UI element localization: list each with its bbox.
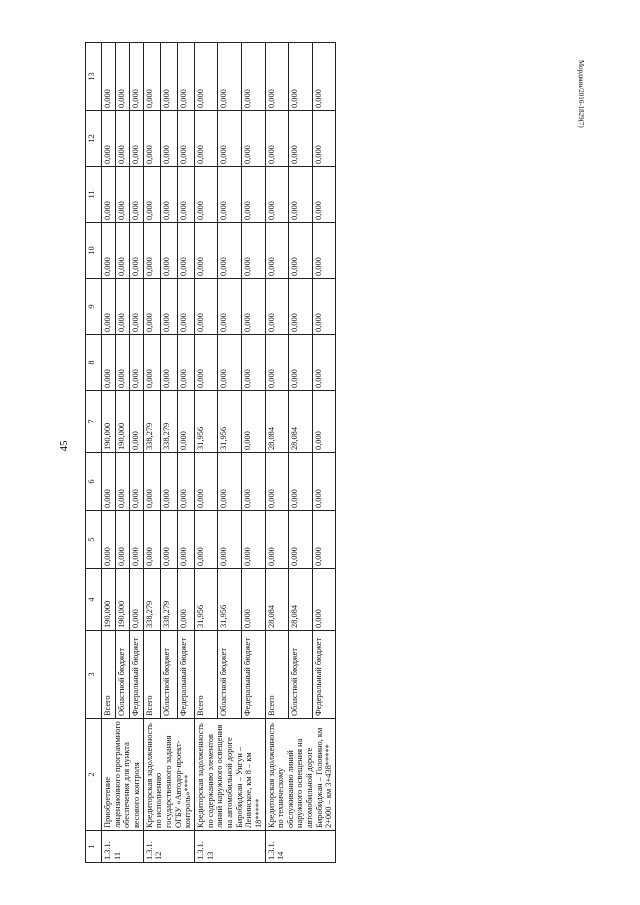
value-cell: 0,000	[115, 223, 129, 279]
value-cell: 0,000	[194, 279, 218, 335]
value-cell: 0,000	[265, 223, 289, 279]
column-header: 13	[86, 43, 102, 111]
value-cell: 0,000	[289, 223, 313, 279]
value-cell: 0,000	[312, 511, 336, 569]
value-cell: 0,000	[115, 43, 129, 111]
value-cell: 0,000	[241, 335, 265, 391]
row-id: 1.3.1. 12	[143, 831, 194, 863]
funding-source: Всего	[102, 631, 116, 719]
value-cell: 0,000	[312, 111, 336, 167]
value-cell: 0,000	[102, 279, 116, 335]
value-cell: 0,000	[265, 43, 289, 111]
value-cell: 0,000	[265, 511, 289, 569]
table-row	[194, 43, 218, 863]
column-header: 9	[86, 279, 102, 335]
value-cell: 0,000	[241, 279, 265, 335]
value-cell: 0,000	[289, 335, 313, 391]
value-cell: 0,000	[177, 223, 194, 279]
value-cell: 0,000	[289, 43, 313, 111]
value-cell: 190,000	[115, 391, 129, 453]
value-cell: 0,000	[218, 43, 242, 111]
value-cell: 0,000	[177, 453, 194, 511]
value-cell: 0,000	[312, 167, 336, 223]
value-cell: 0,000	[265, 279, 289, 335]
funding-source: Федеральный бюджет	[312, 631, 336, 719]
column-header: 7	[86, 391, 102, 453]
table-row	[143, 43, 160, 863]
value-cell: 0,000	[143, 223, 160, 279]
value-cell: 0,000	[218, 167, 242, 223]
value-cell: 0,000	[177, 335, 194, 391]
value-cell: 190,000	[102, 569, 116, 631]
page-number: 45	[58, 440, 70, 452]
column-header: 5	[86, 511, 102, 569]
value-cell: 0,000	[218, 335, 242, 391]
row-id: 1.3.1. 13	[194, 831, 265, 863]
value-cell: 31,956	[194, 569, 218, 631]
value-cell: 28,084	[265, 391, 289, 453]
value-cell: 190,000	[115, 569, 129, 631]
value-cell: 0,000	[143, 335, 160, 391]
footer-code: Мордвин/2016-1829(7)	[577, 60, 585, 128]
value-cell: 0,000	[102, 111, 116, 167]
table-body	[102, 43, 336, 863]
column-header: 8	[86, 335, 102, 391]
value-cell: 0,000	[129, 511, 143, 569]
value-cell: 0,000	[289, 279, 313, 335]
value-cell: 0,000	[289, 511, 313, 569]
row-name: Кредиторская задолженность по техническому обслуживанию линий наружного освещения на автомобильной дороге Биробиджан – Головино, км 2+000 – км 3+438*****	[265, 719, 336, 831]
value-cell: 0,000	[241, 391, 265, 453]
funding-source: Федеральный бюджет	[177, 631, 194, 719]
value-cell: 0,000	[160, 43, 177, 111]
value-cell: 0,000	[177, 511, 194, 569]
value-cell: 0,000	[129, 453, 143, 511]
value-cell: 0,000	[143, 279, 160, 335]
value-cell: 0,000	[241, 43, 265, 111]
funding-source: Всего	[143, 631, 160, 719]
value-cell: 31,956	[218, 569, 242, 631]
value-cell: 0,000	[102, 223, 116, 279]
column-header: 1	[86, 831, 102, 863]
value-cell: 0,000	[312, 279, 336, 335]
value-cell: 0,000	[115, 111, 129, 167]
column-header: 10	[86, 223, 102, 279]
value-cell: 28,084	[289, 569, 313, 631]
column-header: 3	[86, 631, 102, 719]
value-cell: 0,000	[102, 43, 116, 111]
value-cell: 0,000	[312, 335, 336, 391]
funding-source: Федеральный бюджет	[129, 631, 143, 719]
value-cell: 338,279	[143, 569, 160, 631]
value-cell: 0,000	[160, 335, 177, 391]
value-cell: 0,000	[115, 167, 129, 223]
row-id: 1.3.1. 14	[265, 831, 336, 863]
funding-source: Всего	[265, 631, 289, 719]
column-header: 12	[86, 111, 102, 167]
value-cell: 0,000	[218, 511, 242, 569]
value-cell: 0,000	[312, 453, 336, 511]
value-cell: 0,000	[177, 279, 194, 335]
value-cell: 0,000	[102, 511, 116, 569]
value-cell: 0,000	[194, 453, 218, 511]
value-cell: 0,000	[177, 43, 194, 111]
value-cell: 0,000	[218, 111, 242, 167]
funding-source: Областной бюджет	[218, 631, 242, 719]
value-cell: 0,000	[289, 167, 313, 223]
value-cell: 0,000	[160, 511, 177, 569]
value-cell: 0,000	[160, 167, 177, 223]
rotated-table-container	[85, 43, 605, 863]
value-cell: 0,000	[129, 223, 143, 279]
value-cell: 0,000	[115, 335, 129, 391]
value-cell: 0,000	[194, 511, 218, 569]
value-cell: 0,000	[312, 223, 336, 279]
value-cell: 0,000	[194, 111, 218, 167]
value-cell: 0,000	[265, 167, 289, 223]
value-cell: 338,279	[143, 391, 160, 453]
value-cell: 0,000	[177, 111, 194, 167]
row-name: Кредиторская задолженность по исполнению государственного задания ОГБУ «Автодор-проект-контроль»****	[143, 719, 194, 831]
value-cell: 0,000	[177, 391, 194, 453]
value-cell: 0,000	[143, 511, 160, 569]
value-cell: 0,000	[265, 453, 289, 511]
value-cell: 0,000	[241, 569, 265, 631]
value-cell: 0,000	[129, 391, 143, 453]
column-header: 6	[86, 453, 102, 511]
value-cell: 0,000	[194, 223, 218, 279]
value-cell: 0,000	[312, 391, 336, 453]
funding-source: Всего	[194, 631, 218, 719]
value-cell: 0,000	[115, 453, 129, 511]
value-cell: 0,000	[102, 167, 116, 223]
value-cell: 0,000	[129, 43, 143, 111]
value-cell: 28,084	[289, 391, 313, 453]
value-cell: 0,000	[289, 111, 313, 167]
row-id: 1.3.1. 11	[102, 831, 144, 863]
value-cell: 0,000	[129, 279, 143, 335]
value-cell: 0,000	[129, 335, 143, 391]
value-cell: 0,000	[115, 511, 129, 569]
funding-source: Областной бюджет	[160, 631, 177, 719]
value-cell: 0,000	[143, 111, 160, 167]
value-cell: 0,000	[265, 111, 289, 167]
value-cell: 0,000	[102, 335, 116, 391]
value-cell: 0,000	[241, 223, 265, 279]
value-cell: 338,279	[160, 569, 177, 631]
value-cell: 0,000	[102, 453, 116, 511]
table-row	[265, 43, 289, 863]
funding-source: Федеральный бюджет	[241, 631, 265, 719]
value-cell: 0,000	[218, 279, 242, 335]
value-cell: 0,000	[177, 569, 194, 631]
value-cell: 31,956	[218, 391, 242, 453]
value-cell: 0,000	[129, 167, 143, 223]
table-row	[102, 43, 116, 863]
value-cell: 0,000	[241, 111, 265, 167]
value-cell: 0,000	[115, 279, 129, 335]
value-cell: 190,000	[102, 391, 116, 453]
column-header: 2	[86, 719, 102, 831]
value-cell: 0,000	[194, 335, 218, 391]
value-cell: 0,000	[194, 167, 218, 223]
row-name: Приобретение лицензионного программного обеспечения для пункта весового контроля	[102, 719, 144, 831]
budget-table	[85, 42, 336, 863]
column-header: 4	[86, 569, 102, 631]
value-cell: 338,279	[160, 391, 177, 453]
value-cell: 0,000	[160, 453, 177, 511]
value-cell: 0,000	[143, 167, 160, 223]
funding-source: Областной бюджет	[115, 631, 129, 719]
column-header: 11	[86, 167, 102, 223]
funding-source: Областной бюджет	[289, 631, 313, 719]
row-name: Кредиторская задолженность по содержанию элементов линий наружного освещения на автомобильной дороге Биробиджан – Унгун – Ленинское, км 8 – км 18*****	[194, 719, 265, 831]
value-cell: 0,000	[194, 43, 218, 111]
value-cell: 0,000	[289, 453, 313, 511]
value-cell: 0,000	[265, 335, 289, 391]
value-cell: 28,084	[265, 569, 289, 631]
value-cell: 0,000	[160, 223, 177, 279]
value-cell: 0,000	[241, 511, 265, 569]
value-cell: 0,000	[241, 167, 265, 223]
value-cell: 0,000	[218, 453, 242, 511]
value-cell: 31,956	[194, 391, 218, 453]
value-cell: 0,000	[143, 453, 160, 511]
value-cell: 0,000	[160, 111, 177, 167]
value-cell: 0,000	[312, 569, 336, 631]
value-cell: 0,000	[129, 111, 143, 167]
header-row	[86, 43, 102, 863]
value-cell: 0,000	[218, 223, 242, 279]
value-cell: 0,000	[177, 167, 194, 223]
value-cell: 0,000	[143, 43, 160, 111]
value-cell: 0,000	[312, 43, 336, 111]
value-cell: 0,000	[241, 453, 265, 511]
value-cell: 0,000	[129, 569, 143, 631]
value-cell: 0,000	[160, 279, 177, 335]
